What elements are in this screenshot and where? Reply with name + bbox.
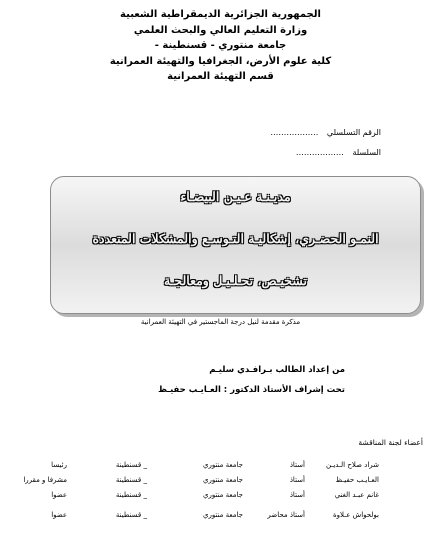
member-role: مشرفا و مقررا xyxy=(23,476,67,484)
supervised-by: تحت إشراف الأستاذ الدكتور : العـايـب حفيـظ xyxy=(158,385,345,395)
member-grade: أستاذ xyxy=(289,476,305,484)
thesis-title-box xyxy=(50,176,421,314)
member-name: شراد صلاح الـديـن xyxy=(325,461,379,469)
member-grade: أستاذ محاضر xyxy=(267,511,305,519)
member-role: عضوا xyxy=(51,491,67,499)
member-city: _ قسنطينة xyxy=(115,461,147,469)
title-line-2: النمـو الحضـري، إشكاليـة التـوسـع والمشكلات المتعددة xyxy=(92,231,379,246)
member-role: رئيسا xyxy=(51,461,67,469)
member-name: بولحواش عـلاوة xyxy=(333,511,379,519)
member-university: جامعة منتوري xyxy=(202,461,243,469)
committee-row xyxy=(0,511,441,523)
member-city: _ قسنطينة xyxy=(115,491,147,499)
faculty-line: كلية علوم الأرض، الجغرافيا والتهيئة العمرانية xyxy=(109,55,332,67)
serial-number-field xyxy=(270,128,381,137)
committee-row xyxy=(0,461,441,473)
member-name: غانم عبـد الغني xyxy=(334,491,379,499)
member-university: جامعة منتوري xyxy=(202,476,243,484)
series-label: السلسلة xyxy=(352,148,381,157)
member-name: العـايـب حفيـظ xyxy=(335,476,379,484)
series-field xyxy=(296,148,381,157)
member-city: _ قسنطينة xyxy=(115,476,147,484)
university-line: جامعة منتوري - قسنطينة - xyxy=(154,40,287,51)
serial-label: الرقم التسلسلي xyxy=(326,128,381,137)
prepared-by: من إعداد الطالب بـرافـدي سليـم xyxy=(209,365,345,375)
title-line-3: تشخيـص، تحـلـيـل ومعالجـة xyxy=(164,273,307,288)
member-city: _ قسنطينة xyxy=(115,511,147,519)
republic-line: الجمهورية الجزائرية الديمقراطية الشعبية xyxy=(120,9,321,20)
member-grade: أستاذ xyxy=(289,461,305,469)
committee-row xyxy=(0,491,441,503)
thesis-subtitle: مذكرة مقدمة لنيل درجة الماجستير في التهيئة العمرانية xyxy=(140,318,301,326)
series-value: ……………… xyxy=(295,148,344,157)
committee-row xyxy=(0,476,441,488)
member-grade: أستاذ xyxy=(289,491,305,499)
title-line-1: مديـنـة عـيـن البيضـاء xyxy=(180,189,291,204)
member-university: جامعة منتوري xyxy=(202,511,243,519)
member-role: عضوا xyxy=(51,511,67,519)
serial-value: ……………… xyxy=(270,128,319,137)
ministry-line: وزارة التعليم العالي والبحث العلمي xyxy=(133,24,308,36)
committee-title: أعضاء لجنة المناقشة xyxy=(358,438,423,447)
institution-header xyxy=(0,7,441,85)
member-university: جامعة منتوري xyxy=(202,491,243,499)
department-line: قسم التهيئة العمرانية xyxy=(167,71,274,82)
